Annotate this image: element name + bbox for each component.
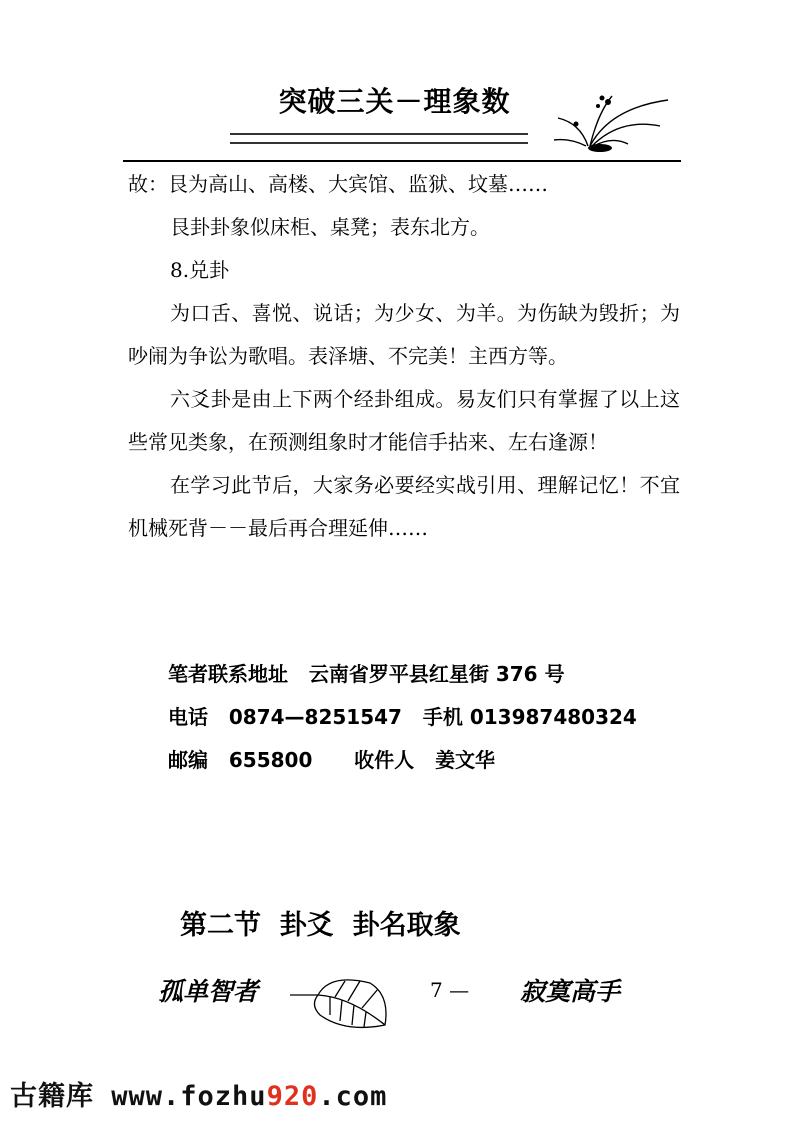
leaf-icon [290,975,390,1030]
mobile-label: 手机 [422,705,463,729]
body-text [128,163,680,550]
address-row [168,653,637,696]
mobile-value: 013987480324 [469,705,637,729]
recipient-value: 姜文华 [435,748,496,772]
phone-value: 0874—8251547 [228,705,402,729]
footer-left-text: 孤单智者 [158,977,259,1006]
contact-block [168,653,637,782]
watermark-url-suffix: .com [318,1081,388,1112]
paragraph: 故：艮为高山、高楼、大宾馆、监狱、坟墓…… [128,172,548,196]
address-label: 笔者联系地址 [168,662,288,686]
header-double-rule [230,133,528,144]
phone-row [168,696,637,739]
watermark [10,1074,387,1113]
paragraph: 8.兑卦 [170,258,230,282]
phone-label: 电话 [168,705,208,729]
postcode-value: 655800 [228,748,313,772]
page-header-title: 突破三关－理象数 [278,85,511,118]
paragraph: 为口舌、喜悦、说话；为少女、为羊。为伤缺为毁折；为吵闹为争讼为歌唱。表泽塘、不完美！主西方等。 [128,301,680,368]
page-number: 7 — [430,978,470,1002]
watermark-site-name: 古籍库 [10,1081,94,1112]
header-rule [123,160,681,162]
orchid-illustration [550,88,670,158]
paragraph: 六爻卦是由上下两个经卦组成。易友们只有掌握了以上这些常见类象，在预测组象时才能信手拈来、左右逢源！ [128,387,680,454]
section-title: 第二节 卦爻 卦名取象 [180,910,461,941]
watermark-url-prefix: www.fozhu [111,1081,267,1112]
recipient-label: 收件人 [354,748,415,772]
watermark-url-number: 920 [266,1081,319,1112]
paragraph: 艮卦卦象似床柜、桌凳；表东北方。 [170,215,490,239]
postcode-label: 邮编 [168,748,208,772]
address-value: 云南省罗平县红星街 376 号 [308,662,565,686]
postcode-row [168,739,637,782]
paragraph: 在学习此节后，大家务必要经实战引用、理解记忆！不宜机械死背－－最后再合理延伸…… [128,473,680,540]
footer-right-text: 寂寞高手 [520,977,621,1006]
